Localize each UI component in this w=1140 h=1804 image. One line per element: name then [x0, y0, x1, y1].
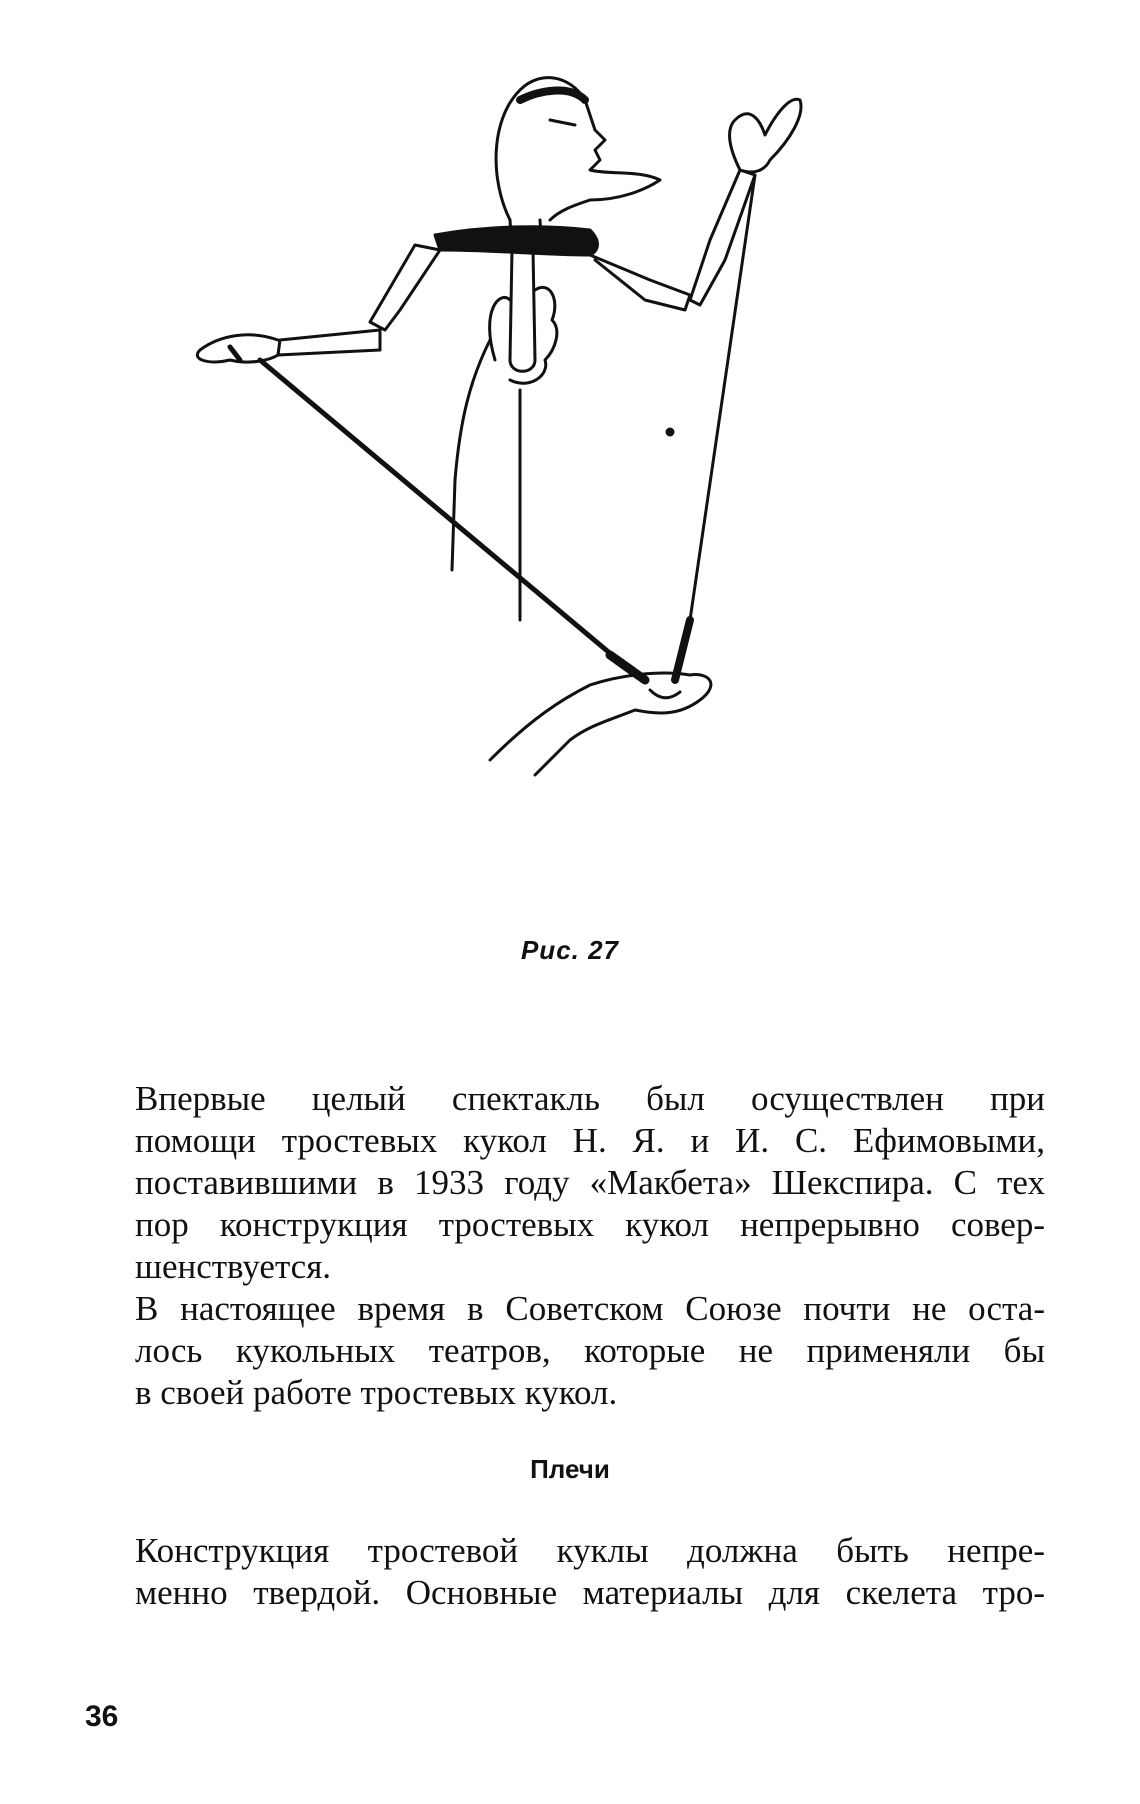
text-line: В настоящее время в Советском Союзе почти не оста-: [135, 1289, 1045, 1328]
text-line: Конструкция тростевой куклы должна быть непре-: [135, 1531, 1045, 1570]
text-line: поставившими в 1933 году «Макбета» Шекспира. С тех: [135, 1163, 1045, 1202]
text-line: помощи тростевых кукол Н. Я. и И. С. Ефимовыми,: [135, 1121, 1045, 1160]
paragraph-3: [85, 1530, 1045, 1614]
paragraph-1: [85, 1078, 1045, 1288]
puppet-drawing: [190, 60, 950, 900]
text-line: Впервые целый спектакль был осуществлен при: [135, 1079, 1045, 1118]
figure-illustration: [190, 60, 950, 900]
figure-caption: Рис. 27: [520, 935, 620, 965]
text-line: шенствуется.: [135, 1247, 332, 1286]
text-line: в своей работе тростевых кукол.: [135, 1373, 618, 1412]
text-line: менно твердой. Основные материалы для скелета тро-: [135, 1573, 1045, 1612]
paragraph-2: [85, 1288, 1045, 1414]
body-text: [85, 1078, 1045, 1414]
page-number: 36: [85, 1700, 119, 1733]
text-line: пор конструкция тростевых кукол непрерывно совер-: [135, 1205, 1045, 1244]
section-body-text: [85, 1530, 1045, 1614]
section-heading: Плечи: [530, 1454, 610, 1484]
text-line: лось кукольных театров, которые не применяли бы: [135, 1331, 1045, 1370]
